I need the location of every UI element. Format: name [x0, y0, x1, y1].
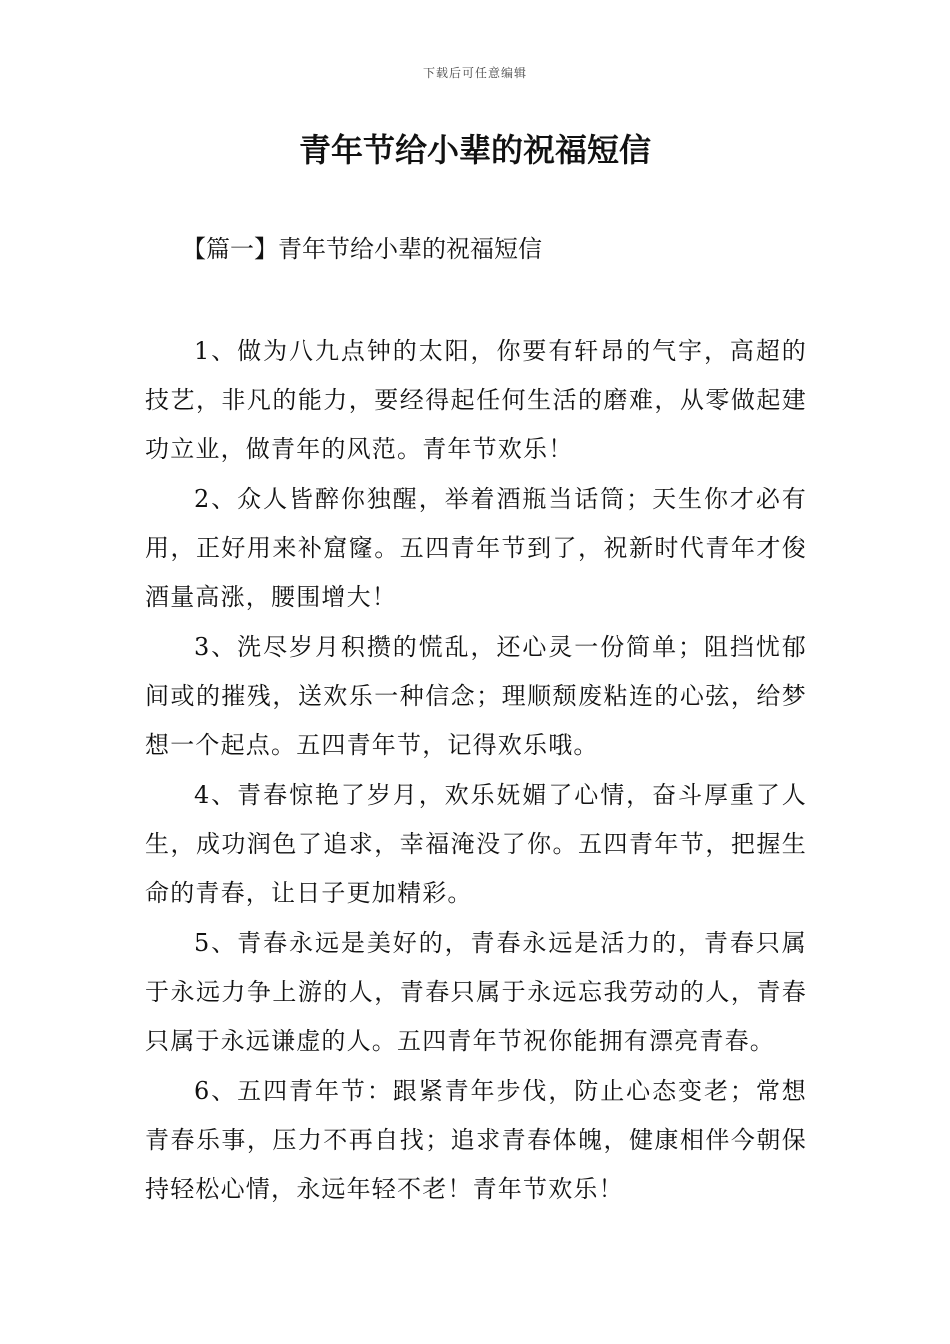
message-paragraph: 5、青春永远是美好的，青春永远是活力的，青春只属于永远力争上游的人，青春只属于永远忘我劳动的人，青春只属于永远谦虚的人。五四青年节祝你能拥有漂亮青春。 — [145, 929, 807, 1055]
message-paragraph: 1、做为八九点钟的太阳，你要有轩昂的气宇，高超的技艺，非凡的能力，要经得起任何生活的磨难，从零做起建功立业，做青年的风范。青年节欢乐！ — [145, 337, 807, 463]
message-paragraph: 4、青春惊艳了岁月，欢乐妩媚了心情，奋斗厚重了人生，成功润色了追求，幸福淹没了你。五四青年节，把握生命的青春，让日子更加精彩。 — [145, 781, 807, 907]
message-paragraph: 2、众人皆醉你独醒，举着酒瓶当话筒；天生你才必有用，正好用来补窟窿。五四青年节到了，祝新时代青年才俊酒量高涨，腰围增大！ — [145, 485, 807, 611]
message-paragraph: 6、五四青年节：跟紧青年步伐，防止心态变老；常想青春乐事，压力不再自找；追求青春体魄，健康相伴今朝保持轻松心情，永远年轻不老！青年节欢乐！ — [145, 1077, 807, 1203]
document-title: 青年节给小辈的祝福短信 — [298, 131, 651, 169]
message-paragraph: 3、洗尽岁月积攒的慌乱，还心灵一份简单；阻挡忧郁间或的摧残，送欢乐一种信念；理顺颓废粘连的心弦，给梦想一个起点。五四青年节，记得欢乐哦。 — [145, 633, 807, 759]
header-note: 下载后可任意编辑 — [422, 66, 527, 80]
section-heading: 【篇一】青年节给小辈的祝福短信 — [182, 235, 542, 263]
message-list — [145, 327, 807, 1215]
